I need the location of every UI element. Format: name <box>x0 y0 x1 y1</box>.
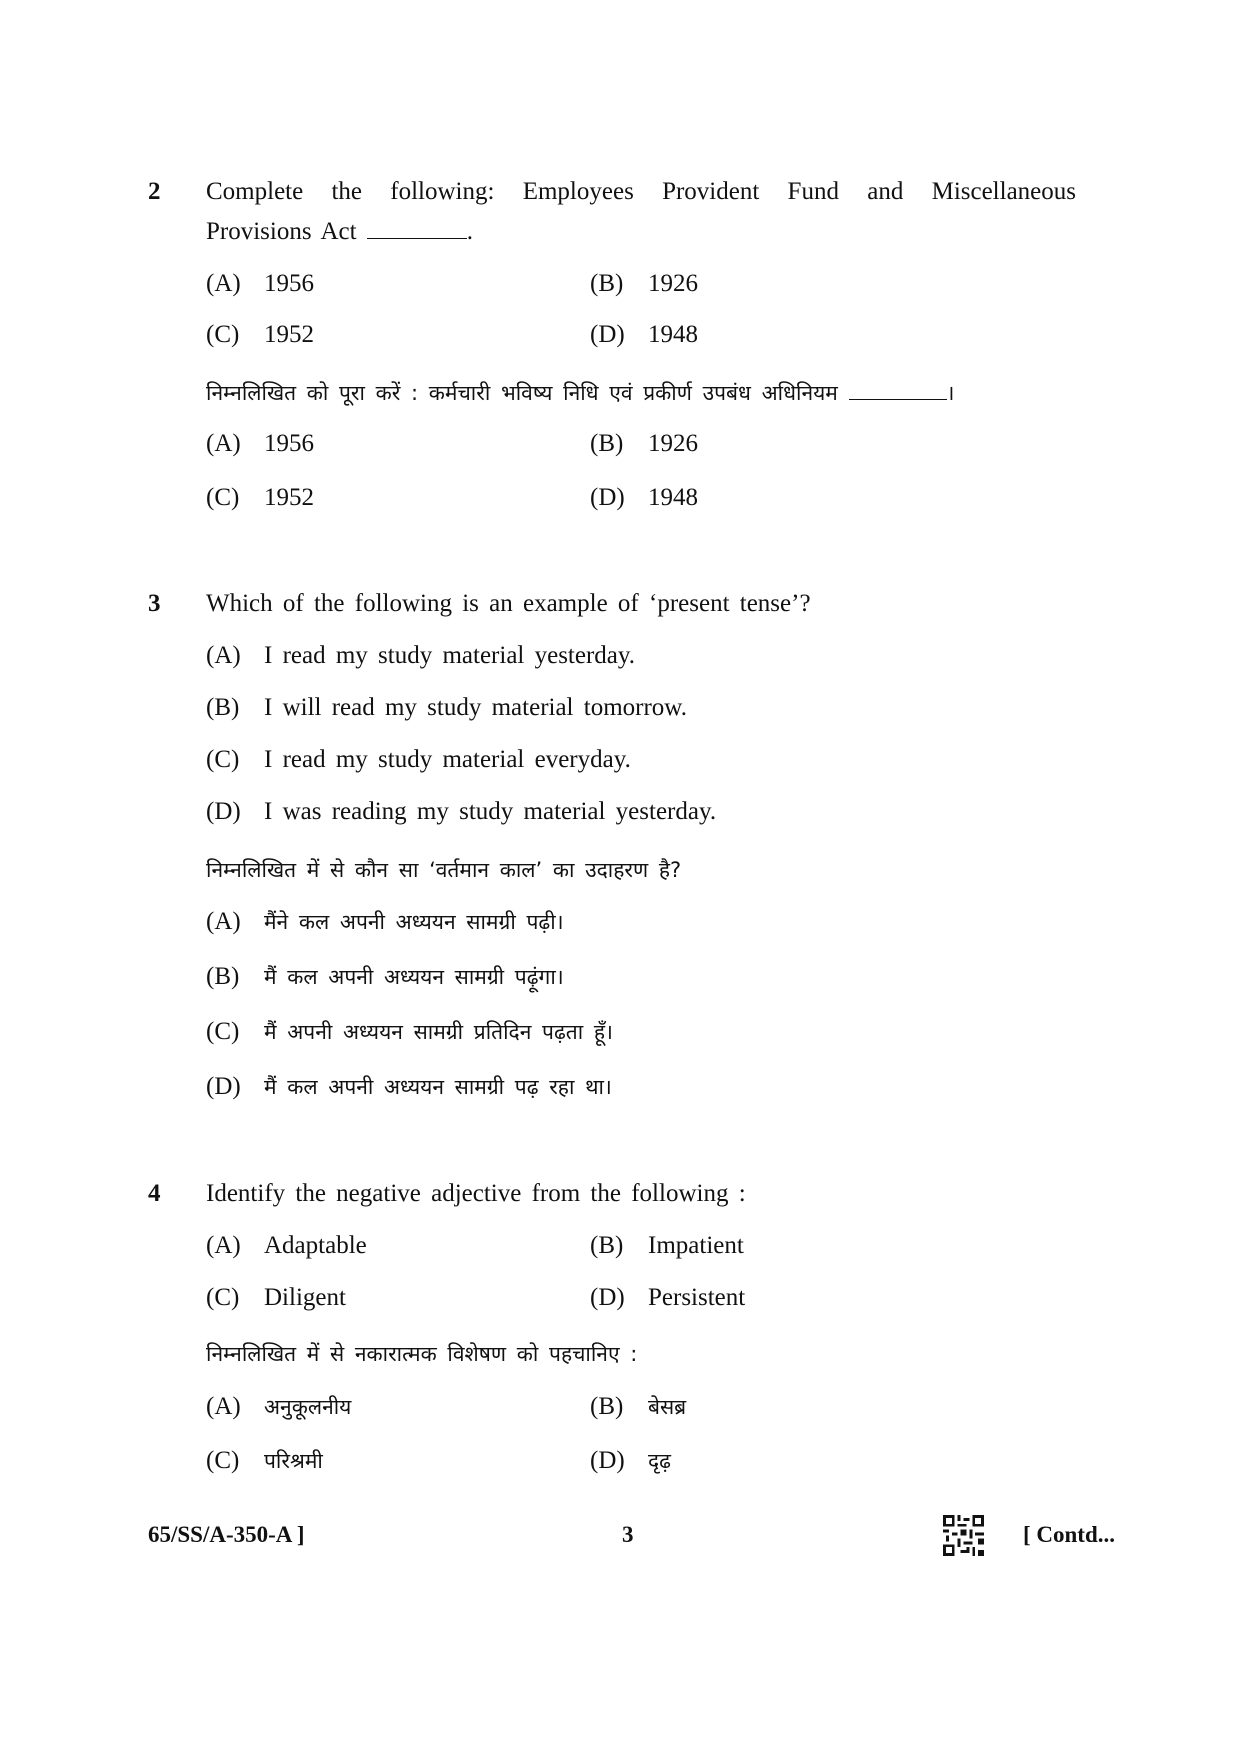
option-b-hi: (B) बेसब्र <box>590 1393 687 1420</box>
answer-blank <box>849 383 947 400</box>
question-text-hi: निम्नलिखित को पूरा करें : कर्मचारी भविष्य निधि एवं प्रकीर्ण उपबंध अधिनियम । <box>206 381 955 405</box>
page-number: 3 <box>622 1522 634 1547</box>
option-c: (C) I read my study material everyday. <box>206 746 631 773</box>
option-d-hi: (D) दृढ़ <box>590 1447 671 1474</box>
question-number: 4 <box>148 1180 161 1207</box>
option-a: (A) 1956 <box>206 270 314 297</box>
option-c-hi: (C) परिश्रमी <box>206 1447 323 1474</box>
question-number: 3 <box>148 590 161 617</box>
option-d: (D) Persistent <box>590 1284 746 1311</box>
question-text-hi: निम्नलिखित में से कौन सा ‘वर्तमान काल’ का उदाहरण है? <box>206 858 682 882</box>
paper-code: 65/SS/A-350-A ] <box>148 1522 305 1547</box>
question-text-en: Complete the following: Employees Provident Fund and Miscellaneous <box>206 178 1076 205</box>
option-b: (B) Impatient <box>590 1232 744 1259</box>
question-text-en: Identify the negative adjective from the following : <box>206 1180 746 1207</box>
option-b: (B) 1926 <box>590 270 698 297</box>
option-d: (D) I was reading my study material yesterday. <box>206 798 717 825</box>
option-b: (B) I will read my study material tomorrow. <box>206 694 687 721</box>
option-a: (A) I read my study material yesterday. <box>206 642 636 669</box>
question-number: 2 <box>148 178 161 205</box>
question-text-hi: निम्नलिखित में से नकारात्मक विशेषण को पहचानिए : <box>206 1342 638 1366</box>
continued-label: [ Contd... <box>1023 1522 1116 1547</box>
option-b-hi: (B) 1926 <box>590 430 698 457</box>
qr-code-icon <box>943 1515 984 1556</box>
option-c-hi: (C) मैं अपनी अध्ययन सामग्री प्रतिदिन पढ़ता हूँ। <box>206 1018 613 1045</box>
option-a: (A) Adaptable <box>206 1232 367 1259</box>
answer-blank <box>367 220 467 239</box>
option-c-hi: (C) 1952 <box>206 484 314 511</box>
option-d: (D) 1948 <box>590 321 698 348</box>
option-d-hi: (D) 1948 <box>590 484 698 511</box>
option-c: (C) 1952 <box>206 321 314 348</box>
question-text-en: Which of the following is an example of ‘present tense’? <box>206 590 811 617</box>
option-d-hi: (D) मैं कल अपनी अध्ययन सामग्री पढ़ रहा था। <box>206 1073 612 1100</box>
option-b-hi: (B) मैं कल अपनी अध्ययन सामग्री पढ़ूंगा। <box>206 963 564 990</box>
option-a-hi: (A) मैंने कल अपनी अध्ययन सामग्री पढ़ी। <box>206 908 564 935</box>
option-c: (C) Diligent <box>206 1284 346 1311</box>
option-a-hi: (A) अनुकूलनीय <box>206 1393 352 1420</box>
option-a-hi: (A) 1956 <box>206 430 314 457</box>
question-text-en-continued: Provisions Act . <box>206 218 474 245</box>
